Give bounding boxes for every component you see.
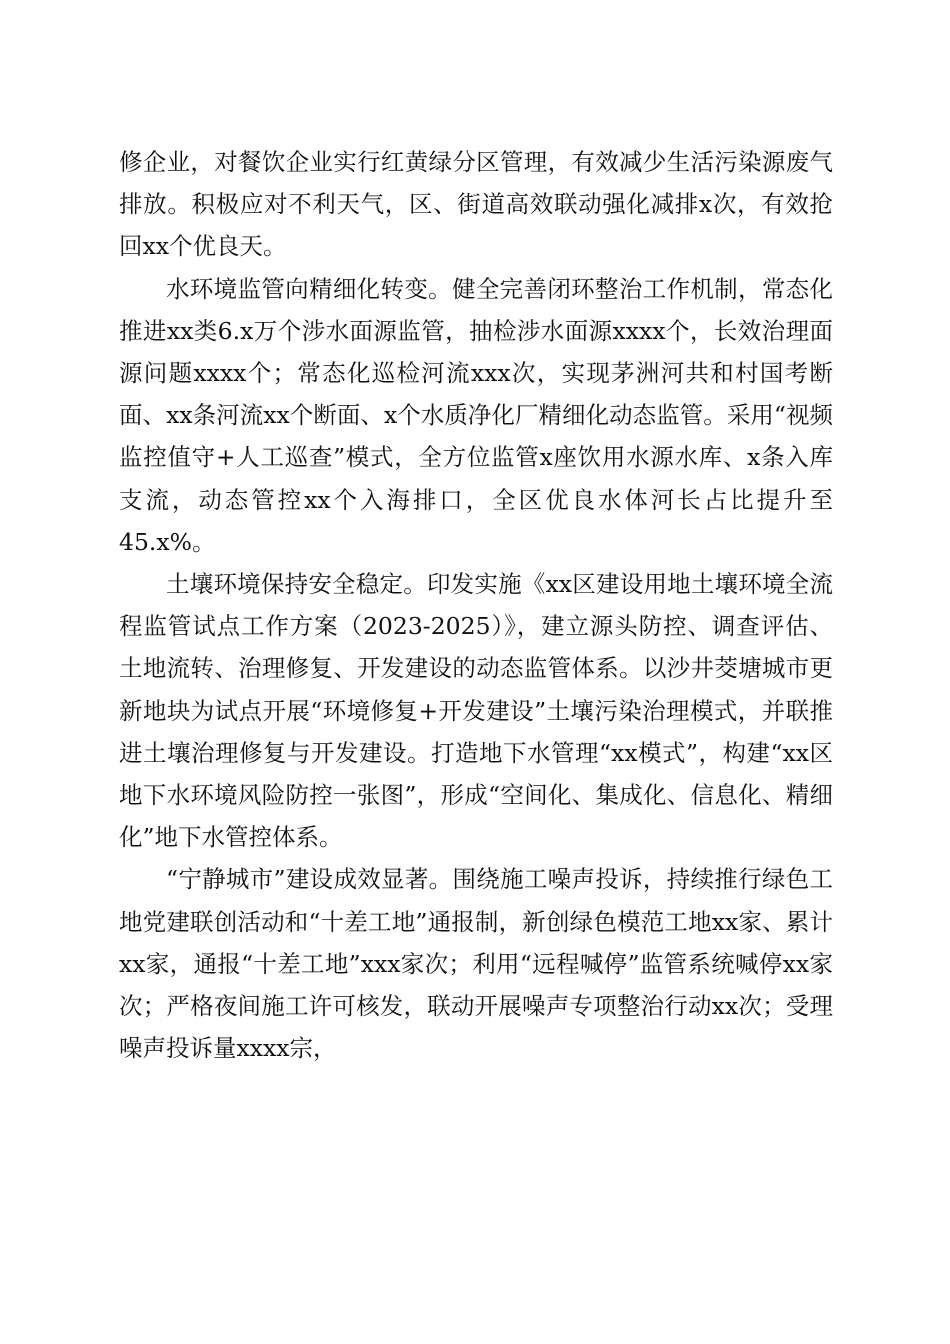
paragraph-air-continuation: 修企业，对餐饮企业实行红黄绿分区管理，有效减少生活污染源废气排放。积极应对不利天气，区、街道高效联动强化减排x次，有效抢回xx个优良天。	[119, 148, 833, 261]
document-body	[119, 141, 833, 1069]
paragraph-soil-environment: 土壤环境保持安全稳定。印发实施《xx区建设用地土壤环境全流程监管试点工作方案（2023-2025）》，建立源头防控、调查评估、土地流转、治理修复、开发建设的动态监管体系。以沙井茭塘城市更新地块为试点开展“环境修复+开发建设”土壤污染治理模式，并联推进土壤治理修复与开发建设。打造地下水管理“xx模式”，构建“xx区地下水环境风险防控一张图”，形成“空间化、集成化、信息化、精细化”地下水管控体系。	[119, 570, 833, 852]
paragraph-quiet-city: “宁静城市”建设成效显著。围绕施工噪声投诉，持续推行绿色工地党建联创活动和“十差工地”通报制，新创绿色模范工地xx家、累计xx家，通报“十差工地”xxx家次；利用“远程喊停”监管系统喊停xx家次；严格夜间施工许可核发，联动开展噪声专项整治行动xx次；受理噪声投诉量xxxx宗，	[119, 865, 833, 1063]
paragraph-water-environment: 水环境监管向精细化转变。健全完善闭环整治工作机制，常态化推进xx类6.x万个涉水面源监管，抽检涉水面源xxxx个，长效治理面源问题xxxx个；常态化巡检河流xxx次，实现茅洲河共和村国考断面、xx条河流xx个断面、x个水质净化厂精细化动态监管。采用“视频监控值守+人工巡查”模式，全方位监管x座饮用水源水库、x条入库支流，动态管控xx个入海排口，全区优良水体河长占比提升至45.x%。	[119, 274, 833, 556]
